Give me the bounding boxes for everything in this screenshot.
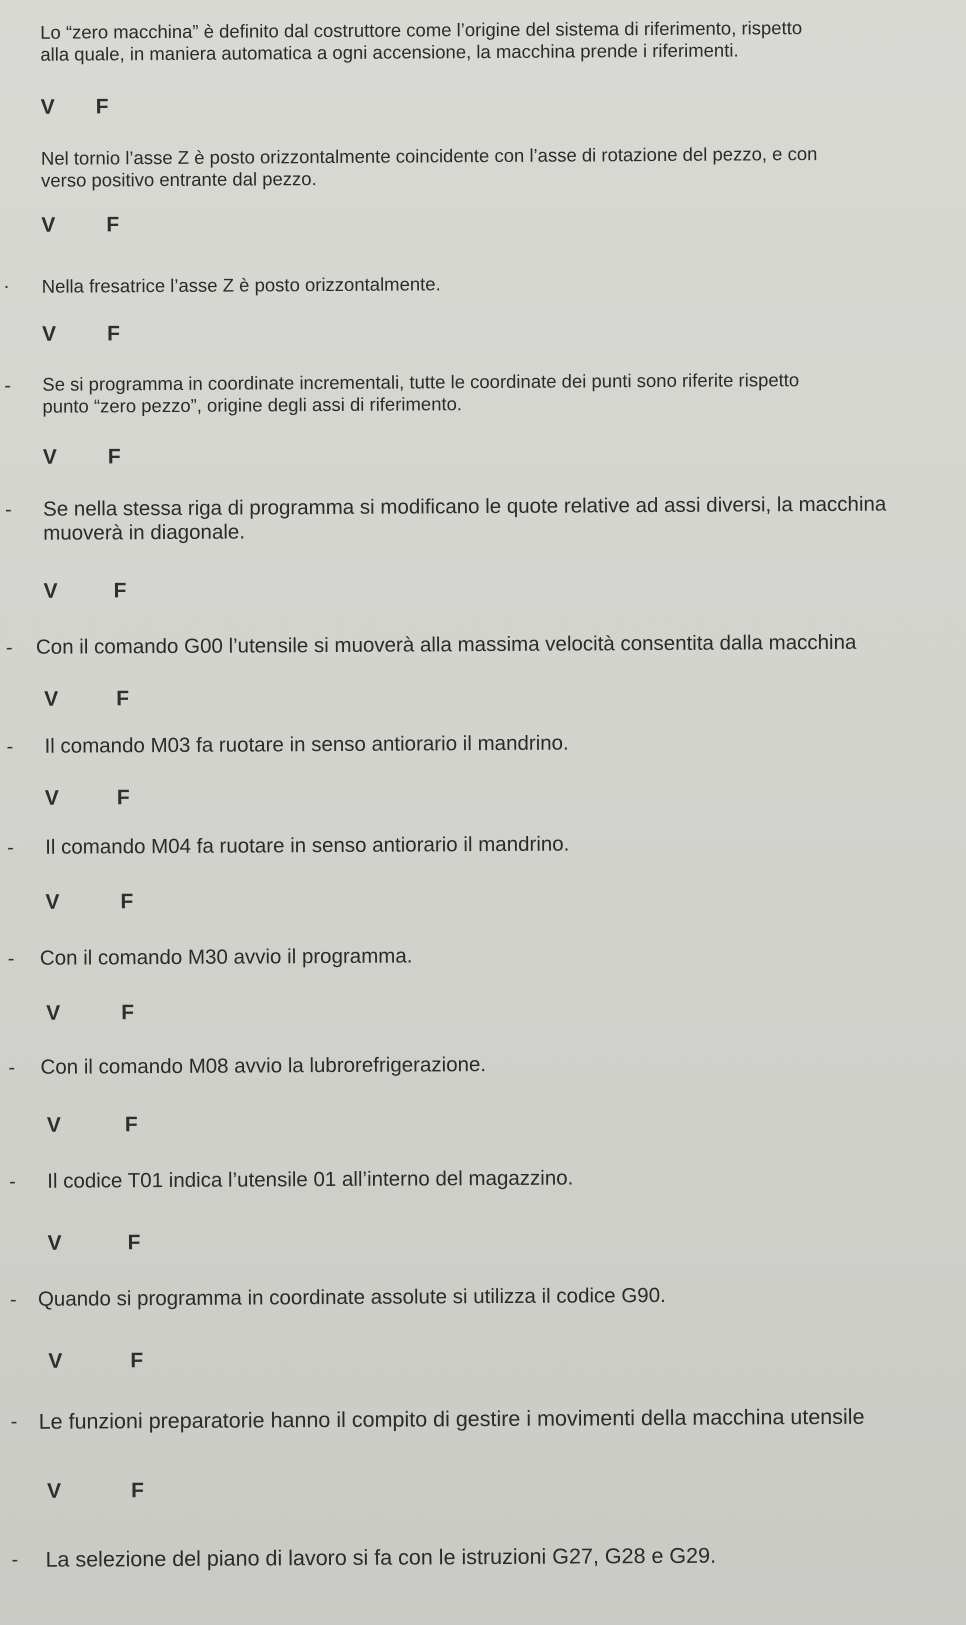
question-bullet: -: [4, 374, 12, 397]
question-12: [8, 1282, 966, 1373]
question-text: [47, 1164, 966, 1194]
question-text: [36, 630, 961, 660]
question-bullet: .: [3, 270, 10, 293]
question-2: [1, 142, 966, 237]
question-line: punto “zero pezzo”, origine degli assi di riferimento.: [42, 393, 463, 417]
question-11: [7, 1164, 966, 1255]
question-5: [3, 492, 966, 603]
option-true[interactable]: V: [43, 579, 58, 603]
true-false-options: [1, 92, 301, 122]
question-line: Nel tornio l’asse Z è posto orizzontalmente coincidente con l’asse di rotazione del pezzo, e con: [40, 143, 818, 169]
question-line: Con il comando M08 avvio la lubrorefrigerazione.: [40, 1053, 487, 1079]
true-false-options: [8, 1346, 308, 1376]
question-4: [2, 368, 966, 469]
option-true[interactable]: V: [45, 890, 60, 914]
option-false[interactable]: F: [127, 1231, 141, 1255]
question-13: [9, 1404, 966, 1503]
question-bullet: -: [9, 1170, 16, 1193]
option-false[interactable]: F: [131, 1479, 145, 1503]
question-bullet: -: [5, 636, 13, 659]
question-text: [38, 1282, 963, 1312]
option-false[interactable]: F: [120, 890, 134, 914]
true-false-options: [4, 576, 304, 606]
question-8: [5, 830, 966, 914]
question-9: [6, 941, 966, 1025]
question-bullet: -: [8, 1056, 16, 1079]
question-bullet: -: [10, 1410, 18, 1433]
question-text: [45, 1542, 966, 1572]
question-line: Lo “zero macchina” è definito dal costruttore come l’origine del sistema di riferimento, rispetto: [40, 17, 803, 43]
question-line: Il comando M04 fa ruotare in senso antiorario il mandrino.: [45, 832, 570, 859]
question-line: alla quale, in maniera automatica a ogni accensione, la macchina prende i riferimenti.: [40, 39, 739, 65]
question-line: Quando si programma in coordinate assolute si utilizza il codice G90.: [37, 1283, 666, 1311]
option-true[interactable]: V: [44, 786, 59, 810]
question-bullet: -: [11, 1548, 19, 1571]
true-false-options: [3, 442, 303, 472]
question-6: [4, 630, 966, 711]
question-bullet: -: [6, 735, 14, 758]
question-line: Le funzioni preparatorie hanno il compito di gestire i movimenti della macchina utensile: [38, 1404, 865, 1434]
question-7: [4, 729, 966, 810]
question-bullet: -: [7, 947, 15, 970]
true-false-options: [2, 319, 302, 349]
question-line: Con il comando G00 l’utensile si muoverà alla massima velocità consentita dalla macchina: [35, 630, 857, 659]
question-text: [40, 16, 965, 66]
question-line: Se si programma in coordinate incrementali, tutte le coordinate dei punti sono riferite rispetto: [42, 369, 800, 395]
question-line: Nella fresatrice l’asse Z è posto orizzontalmente.: [41, 273, 441, 297]
question-bullet: -: [7, 836, 14, 859]
true-false-options: [7, 1110, 307, 1140]
question-line: Il codice T01 indica l’utensile 01 all’interno del magazzino.: [47, 1166, 574, 1193]
option-false[interactable]: F: [121, 1001, 135, 1025]
question-line: Con il comando M30 avvio il programma.: [39, 944, 413, 970]
true-false-options: [5, 887, 305, 917]
true-false-options: [1, 210, 301, 240]
true-false-options: [5, 783, 305, 813]
question-1: [0, 16, 966, 119]
question-text: [40, 1050, 965, 1080]
option-false[interactable]: F: [130, 1349, 144, 1373]
option-true[interactable]: V: [47, 1231, 62, 1255]
option-false[interactable]: F: [116, 786, 130, 810]
question-3: [2, 270, 966, 346]
question-line: La selezione del piano di lavoro si fa con le istruzioni G27, G28 e G29.: [45, 1543, 717, 1572]
question-text: [39, 1404, 964, 1434]
question-text: [45, 830, 966, 860]
question-14: [9, 1542, 966, 1572]
question-line: verso positivo entrante dal pezzo.: [41, 168, 317, 191]
option-false[interactable]: F: [116, 687, 130, 711]
question-bullet: -: [5, 498, 12, 521]
true-false-options: [9, 1476, 309, 1506]
true-false-options: [4, 684, 304, 714]
true-false-options: [8, 1228, 308, 1258]
question-text: [42, 270, 966, 298]
question-text: [40, 941, 965, 971]
option-true[interactable]: V: [47, 1479, 62, 1503]
option-true[interactable]: V: [40, 95, 55, 119]
option-false[interactable]: F: [106, 322, 120, 346]
question-text: [42, 368, 966, 418]
option-true[interactable]: V: [41, 322, 57, 346]
question-line: Il comando M03 fa ruotare in senso antiorario il mandrino.: [44, 731, 569, 758]
option-true[interactable]: V: [42, 445, 57, 469]
question-line: Se nella stessa riga di programma si modificano le quote relative ad assi diversi, la macchina: [43, 492, 887, 521]
option-true[interactable]: V: [48, 1349, 63, 1373]
option-true[interactable]: V: [46, 1113, 61, 1137]
option-false[interactable]: F: [95, 95, 109, 119]
option-false[interactable]: F: [124, 1113, 138, 1137]
question-text: [41, 142, 966, 192]
option-true[interactable]: V: [41, 213, 56, 237]
option-true[interactable]: V: [46, 1001, 61, 1025]
option-false[interactable]: F: [113, 579, 127, 603]
option-true[interactable]: V: [44, 687, 59, 711]
question-bullet: -: [9, 1288, 17, 1311]
option-false[interactable]: F: [107, 445, 121, 469]
question-10: [6, 1050, 966, 1137]
question-text: [44, 729, 966, 759]
question-line: muoverà in diagonale.: [43, 520, 246, 545]
question-text: [43, 492, 966, 546]
true-false-options: [6, 998, 306, 1028]
option-false[interactable]: F: [106, 213, 120, 237]
